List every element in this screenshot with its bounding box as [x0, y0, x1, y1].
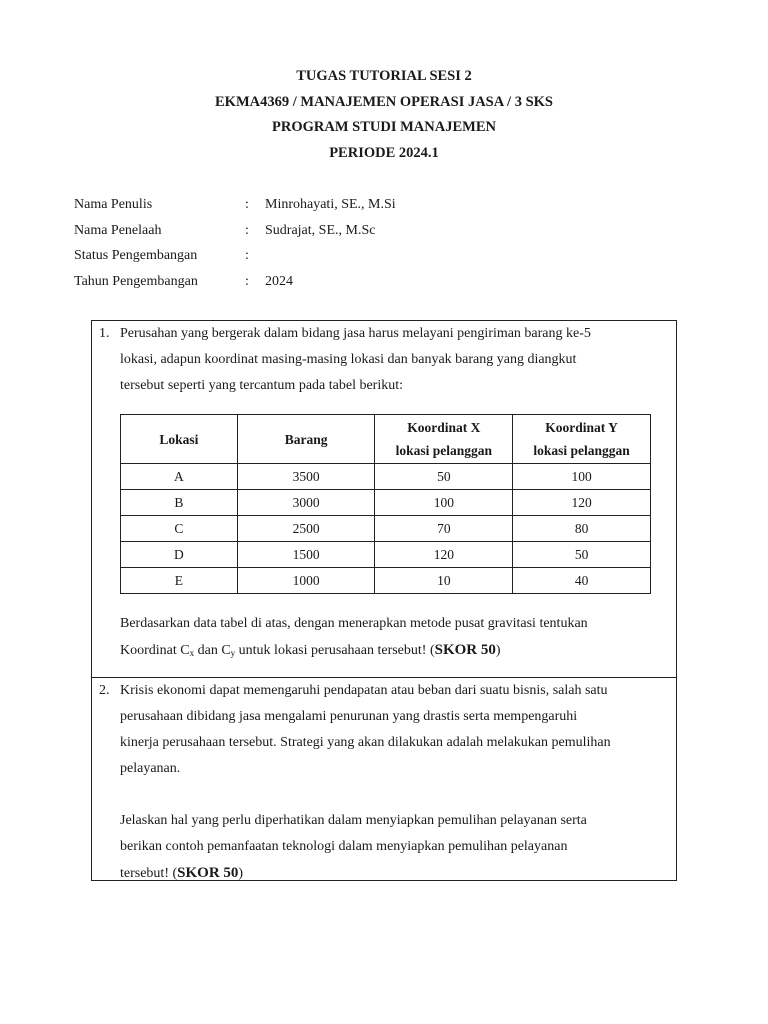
header-program: PROGRAM STUDI MANAJEMEN: [272, 119, 496, 135]
table-row: [121, 464, 651, 490]
question-text: perusahaan dibidang jasa mengalami penurunan yang drastis serta mempengaruhi: [120, 709, 578, 724]
meta-label: Tahun Pengembangan: [74, 273, 198, 289]
question-text: kinerja perusahaan tersebut. Strategi yang akan dilakukan adalah melakukan pemulihan: [120, 735, 611, 750]
header-text: Koordinat Y: [545, 420, 618, 435]
task-text: dan C: [194, 643, 231, 658]
question-task: [120, 860, 666, 887]
header-title: TUGAS TUTORIAL SESI 2: [296, 68, 472, 84]
header-koordinat-x: [375, 415, 513, 464]
meta-label: Nama Penulis: [74, 197, 153, 212]
question-number: 2.: [99, 683, 110, 698]
meta-label: Nama Penelaah: [74, 222, 162, 238]
header-text: lokasi pelanggan: [533, 443, 630, 458]
question-text: lokasi, adapun koordinat masing-masing lokasi dan banyak barang yang diangkut: [120, 352, 577, 367]
table-row: [121, 542, 651, 568]
question-text: Berdasarkan data tabel di atas, dengan menerapkan metode pusat gravitasi tentukan: [120, 616, 588, 631]
score-label: SKOR 50: [434, 642, 496, 658]
question-text: Krisis ekonomi dapat memengaruhi pendapatan atau beban dari suatu bisnis, salah satu: [120, 683, 608, 698]
question-1: [92, 321, 676, 677]
question-text: berikan contoh pemanfaatan teknologi dalam menyiapkan pemulihan pelayanan: [120, 839, 568, 854]
meta-row-penelaah: [74, 218, 396, 244]
question-task: [120, 637, 666, 664]
cell-lokasi: A: [121, 464, 238, 490]
meta-row-status: [74, 243, 396, 269]
cell-lokasi: B: [121, 490, 238, 516]
cell-x: 120: [375, 542, 513, 568]
table-row: [121, 516, 651, 542]
meta-label: Status Pengembangan: [74, 248, 198, 263]
cell-y: 50: [513, 542, 651, 568]
cell-x: 100: [375, 490, 513, 516]
meta-colon: :: [245, 248, 249, 263]
question-text: pelayanan.: [120, 761, 181, 776]
cell-y: 40: [513, 568, 651, 594]
table-header-row: [121, 415, 651, 464]
header-lokasi: Lokasi: [121, 415, 238, 464]
header-barang: Barang: [237, 415, 375, 464]
cell-lokasi: C: [121, 516, 238, 542]
header-course: EKMA4369 / MANAJEMEN OPERASI JASA / 3 SKS: [215, 93, 553, 110]
task-text: Koordinat C: [120, 643, 190, 658]
question-text: tersebut seperti yang tercantum pada tabel berikut:: [120, 378, 404, 393]
subscript-x: x: [189, 648, 195, 658]
question-number: 1.: [99, 326, 110, 341]
meta-colon: :: [245, 222, 249, 238]
task-text: tersebut! (: [120, 866, 178, 881]
cell-y: 100: [513, 464, 651, 490]
meta-colon: :: [245, 273, 249, 289]
meta-value: 2024: [265, 273, 293, 289]
cell-y: 80: [513, 516, 651, 542]
meta-value: Minrohayati, SE., M.Si: [265, 197, 396, 212]
subscript-y: y: [230, 648, 236, 658]
header-text: Koordinat X: [407, 420, 481, 435]
meta-colon: :: [245, 197, 249, 212]
header-text: lokasi pelanggan: [395, 443, 493, 458]
cell-barang: 3000: [237, 490, 375, 516]
questions-box: [91, 320, 677, 881]
question-text: Perusahan yang bergerak dalam bidang jasa harus melayani pengiriman barang ke-5: [120, 326, 591, 341]
task-text: untuk lokasi perusahaan tersebut! (: [235, 643, 435, 658]
cell-x: 50: [375, 464, 513, 490]
table-row: [121, 568, 651, 594]
cell-lokasi: D: [121, 542, 238, 568]
location-table: [120, 414, 651, 594]
cell-lokasi: E: [121, 568, 238, 594]
score-label: SKOR 50: [177, 865, 239, 881]
task-text: ): [238, 866, 244, 881]
cell-barang: 2500: [237, 516, 375, 542]
cell-barang: 1000: [237, 568, 375, 594]
cell-x: 70: [375, 516, 513, 542]
cell-barang: 1500: [237, 542, 375, 568]
meta-value: Sudrajat, SE., M.Sc: [265, 222, 376, 238]
meta-row-tahun: [74, 269, 396, 295]
document-header: [0, 64, 768, 166]
table-row: [121, 490, 651, 516]
cell-x: 10: [375, 568, 513, 594]
meta-row-penulis: [74, 192, 396, 218]
header-period: PERIODE 2024.1: [329, 144, 439, 161]
question-text: Jelaskan hal yang perlu diperhatikan dalam menyiapkan pemulihan pelayanan serta: [120, 813, 587, 828]
question-2: [92, 677, 676, 880]
task-text: ): [495, 643, 501, 658]
cell-barang: 3500: [237, 464, 375, 490]
cell-y: 120: [513, 490, 651, 516]
header-koordinat-y: [513, 415, 651, 464]
author-info: [74, 192, 396, 294]
